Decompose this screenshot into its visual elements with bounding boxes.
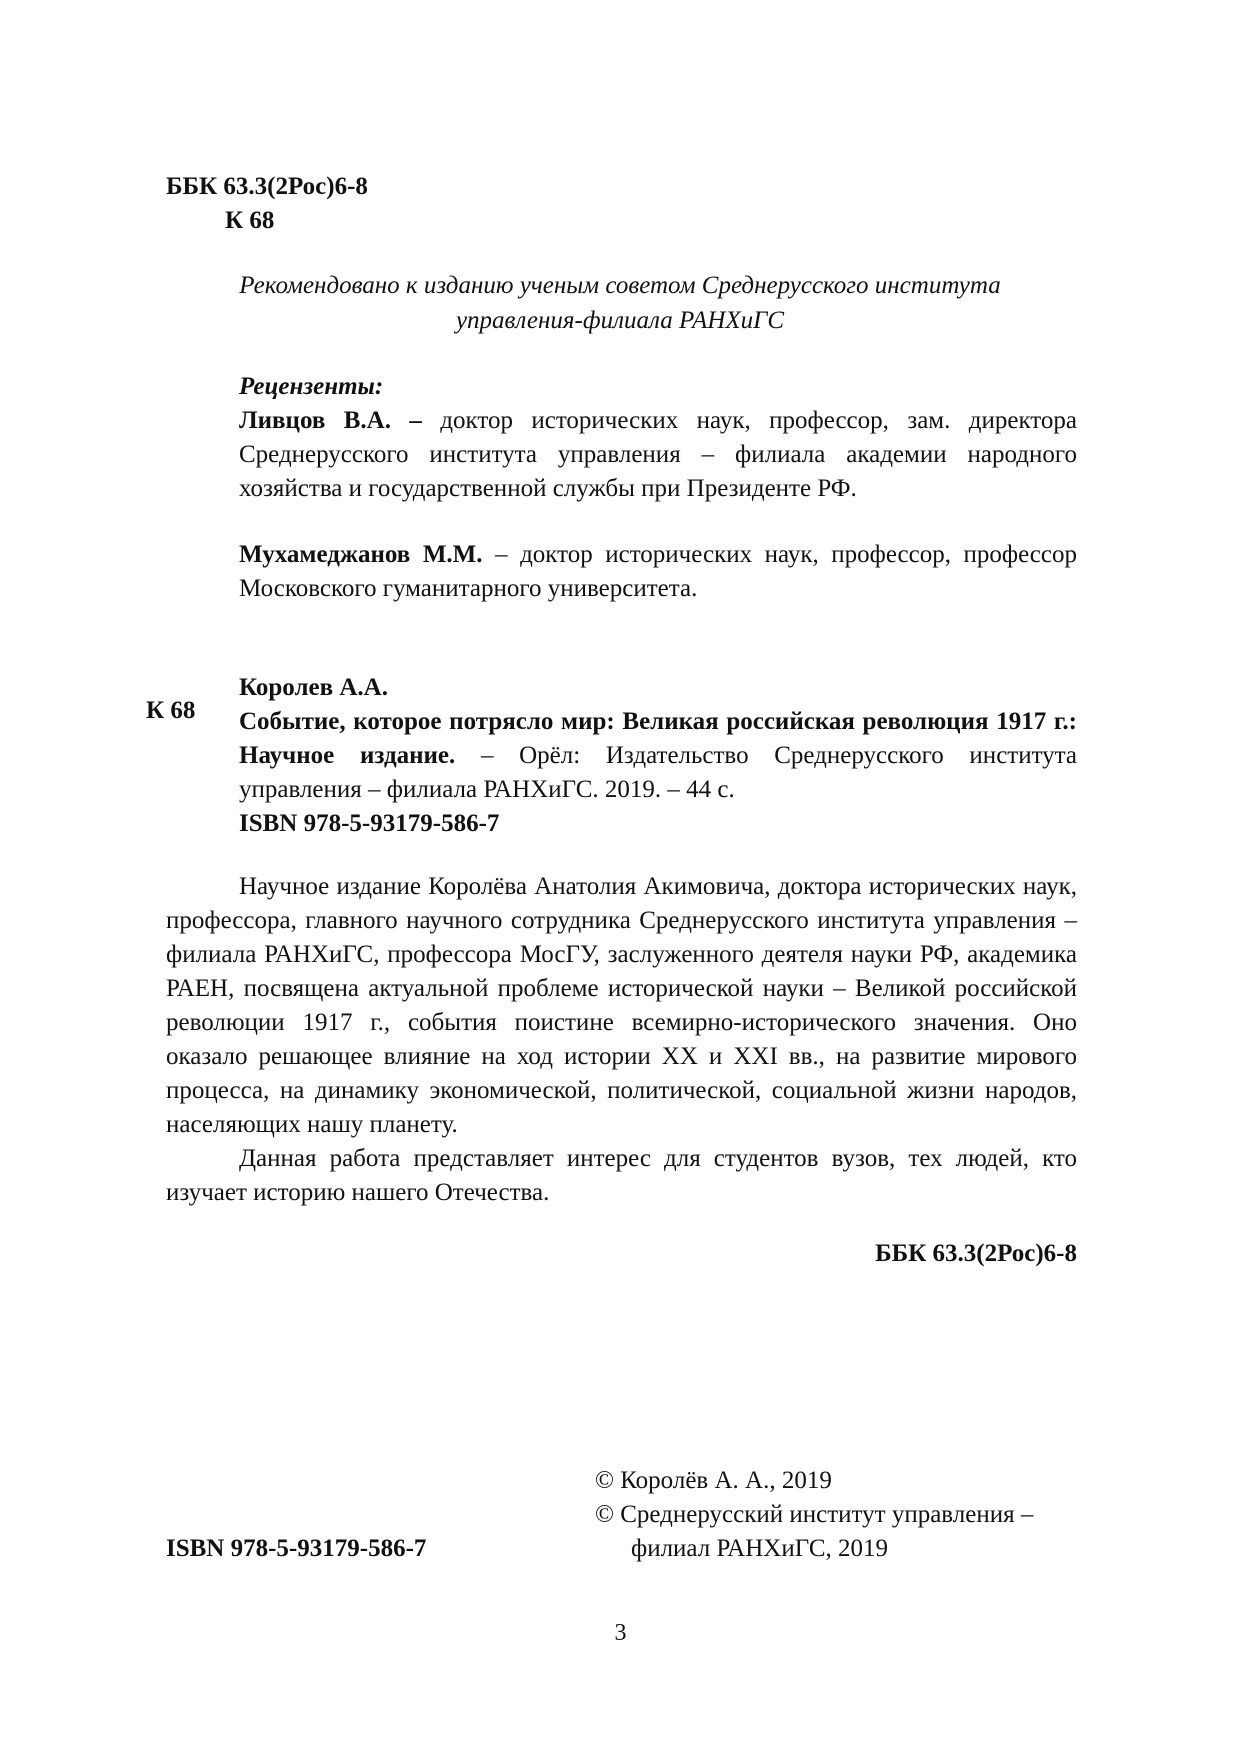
annotation-paragraph: Данная работа представляет интерес для студентов вузов, тех людей, кто изучает историю нашего Отечества. xyxy=(166,1145,1077,1206)
copyright-institute-continued: филиал РАНХиГС, 2019 xyxy=(631,1535,889,1562)
reviewer-description: – доктор исторических наук, профессор, профессор Московского гуманитарного университета. xyxy=(239,541,1078,602)
reviewer-entry xyxy=(239,404,1077,506)
catalog-author-mark: К 68 xyxy=(146,697,196,724)
catalog-author: Королев А.А. xyxy=(239,674,388,701)
reviewer-name: Мухамеджанов М.М. xyxy=(239,541,483,568)
annotation xyxy=(166,870,1077,1210)
isbn: ISBN 978-5-93179-586-7 xyxy=(166,1535,427,1562)
publication-recommendation xyxy=(160,268,1080,338)
reviewers-heading: Рецензенты: xyxy=(239,373,384,400)
annotation-bbk-code: ББК 63.3(2Рос)6-8 xyxy=(875,1240,1077,1267)
copyright-institute: © Среднерусский институт управления – xyxy=(595,1501,1034,1528)
copyright-author: © Королёв А. А., 2019 xyxy=(595,1467,832,1494)
recommendation-line-1: Рекомендовано к изданию ученым советом Среднерусского института xyxy=(239,272,1001,299)
annotation-paragraph: Научное издание Королёва Анатолия Акимовича, доктора исторических наук, профессора, главного научного сотрудника Среднерусского института управления – филиала РАНХиГС, профессора МосГУ, заслуженного деятеля науки РФ, академика РАЕН, посвящена актуальной проблеме исторической науки – Великой российской революции 1917 г., события поистине всемирно-исторического значения. Оно оказало решающее влияние на ход истории XX и XXI вв., на развитие мирового процесса, на динамику экономической, политической, социальной жизни народов, населяющих нашу планету. xyxy=(166,873,1077,1138)
copyright-block xyxy=(595,1464,1033,1566)
catalog-imprint: – Орёл: Издательство Среднерусского института управления – филиала РАНХиГС. 2019. – 44 с. xyxy=(239,742,1078,803)
reviewer-name: Ливцов В.А. – xyxy=(239,407,422,434)
page-number: 3 xyxy=(614,1620,627,1646)
catalog-isbn: ISBN 978-5-93179-586-7 xyxy=(239,810,500,837)
catalog-title: Событие, которое потрясло мир: Великая российская революция 1917 г.: Научное издание. xyxy=(239,708,1077,769)
bbk-code: ББК 63.3(2Рос)6-8 xyxy=(166,173,368,200)
reviewer-entry xyxy=(239,538,1077,606)
recommendation-line-2: управления-филиала РАНХиГС xyxy=(455,307,785,334)
reviewer-description: доктор исторических наук, профессор, зам. директора Среднерусского института управления – филиала академии народного хозяйства и государственной службы при Президенте РФ. xyxy=(239,407,1077,502)
author-mark: К 68 xyxy=(225,207,275,234)
catalog-card xyxy=(239,671,1077,841)
